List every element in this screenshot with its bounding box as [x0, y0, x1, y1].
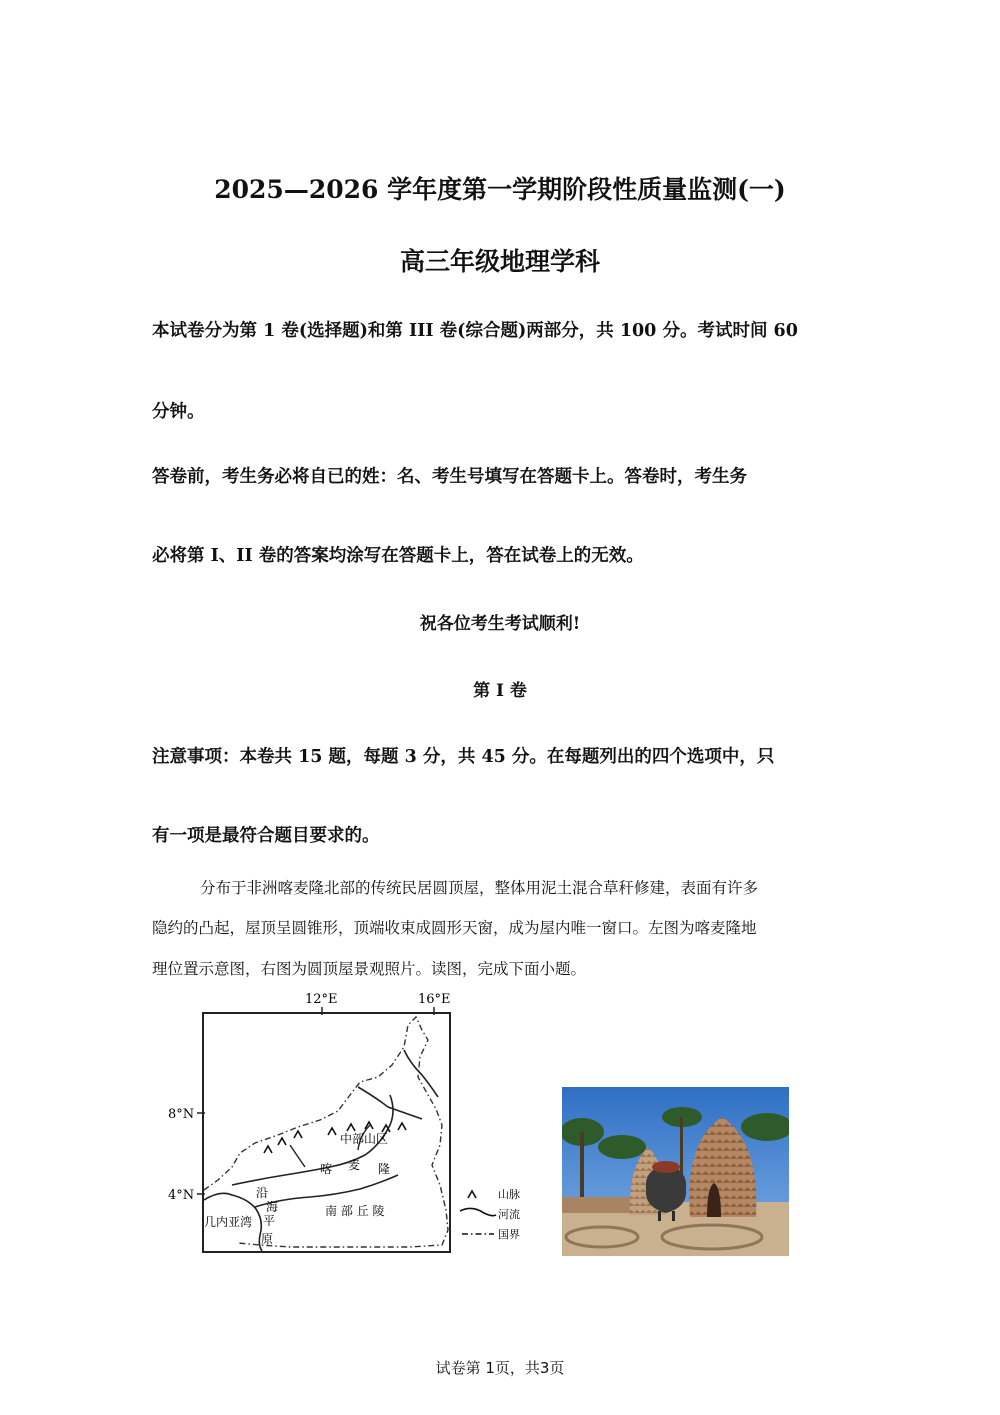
- label-central-highlands: 中部山区: [340, 1132, 389, 1146]
- legend-river-symbol: [460, 1208, 496, 1215]
- label-country-3: 隆: [378, 1162, 391, 1176]
- lat-label-4: 4°N: [168, 1188, 195, 1203]
- label-coastal-2: 海: [266, 1200, 279, 1214]
- passage-line-1: 分布于非洲喀麦隆北部的传统民居圆顶屋，整体用泥土混合草秆修建，表面有许多: [200, 879, 759, 897]
- intro-line-2: 分钟。: [152, 402, 205, 422]
- intro-line-1: 本试卷分为第 1 卷(选择题)和第 III 卷(综合题)两部分，共 100 分。考试时间 60: [152, 321, 798, 341]
- label-country-1: 喀: [320, 1162, 333, 1176]
- dome-house-photo: [562, 1087, 789, 1256]
- map-svg: [160, 985, 540, 1260]
- passage-line-3: 理位置示意图，右图为圆顶屋景观照片。读图，完成下面小题。: [152, 960, 587, 978]
- cameroon-location-map: [160, 985, 540, 1260]
- legend-mountain: 山脉: [498, 1188, 520, 1201]
- exam-title: 2025—2026 学年度第一学期阶段性质量监测(一): [214, 175, 786, 204]
- label-coastal-4: 原: [261, 1232, 274, 1246]
- notice-line-1: 答卷前，考生务必将自已的姓：名、考生号填写在答题卡上。答卷时，考生务: [152, 467, 747, 487]
- lat-label-8: 8°N: [168, 1107, 195, 1122]
- lon-label-16: 16°E: [418, 992, 451, 1007]
- passage-line-2: 隐约的凸起，屋顶呈圆锥形，顶端收束成圆形天窗，成为屋内唯一窗口。左图为喀麦隆地: [152, 919, 757, 937]
- river-5: [290, 1145, 305, 1167]
- notice-line-2: 必将第 I、II 卷的答案均涂写在答题卡上，答在试卷上的无效。: [152, 546, 644, 566]
- river-1: [404, 1050, 438, 1097]
- label-gulf: 几内亚湾: [204, 1215, 253, 1229]
- legend-river: 河流: [498, 1208, 520, 1221]
- wish-text: 祝各位考生考试顺利!: [419, 614, 581, 634]
- lon-label-12: 12°E: [305, 992, 338, 1007]
- label-southern-hills: 南 部 丘 陵: [325, 1204, 385, 1218]
- label-coastal-3: 平: [263, 1214, 276, 1228]
- photo-svg: [562, 1087, 789, 1256]
- exam-subtitle: 高三年级地理学科: [399, 247, 600, 276]
- section-title: 第 I 卷: [473, 681, 527, 701]
- legend-mountain-symbol: [468, 1191, 476, 1198]
- page-footer: 试卷第 1页，共3页: [435, 1359, 565, 1377]
- instructions-line-1: 注意事项：本卷共 15 题，每题 3 分，共 45 分。在每题列出的四个选项中，只: [152, 747, 775, 767]
- label-coastal-1: 沿: [256, 1186, 269, 1200]
- legend-border: 国界: [498, 1228, 520, 1241]
- label-country-2: 麦: [348, 1158, 361, 1172]
- instructions-line-2: 有一项是最符合题目要求的。: [152, 826, 380, 846]
- river-2: [358, 1087, 422, 1119]
